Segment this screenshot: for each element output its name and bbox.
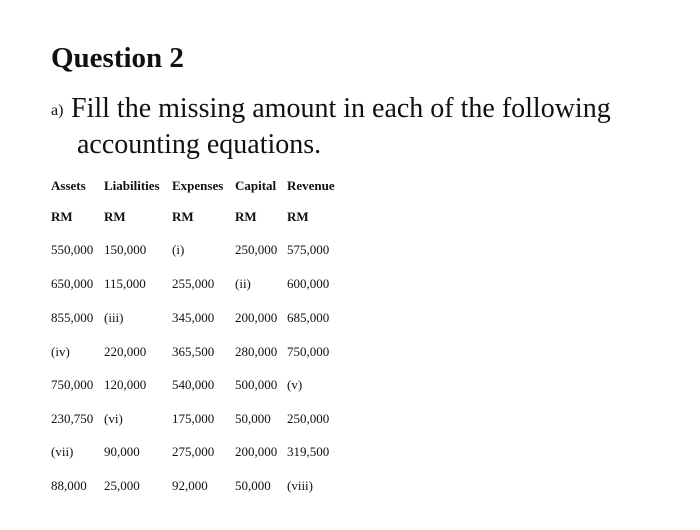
- unit-liabilities: RM: [104, 209, 126, 224]
- cell-expenses: 275,000: [172, 444, 215, 459]
- cell-expenses: 175,000: [172, 411, 215, 426]
- cell-liabilities: (vi): [104, 411, 123, 426]
- cell-revenue: (viii): [287, 478, 313, 493]
- question-text: [71, 91, 691, 163]
- cell-liabilities: 115,000: [104, 276, 146, 291]
- cell-liabilities: (iii): [104, 310, 124, 325]
- unit-assets: RM: [51, 209, 73, 224]
- cell-liabilities: 120,000: [104, 377, 147, 392]
- unit-revenue: RM: [287, 209, 309, 224]
- cell-capital: (ii): [235, 276, 251, 291]
- unit-capital: RM: [235, 209, 257, 224]
- cell-revenue: 600,000: [287, 276, 330, 291]
- cell-expenses: 92,000: [172, 478, 208, 493]
- header-capital: Capital: [235, 178, 277, 193]
- cell-revenue: 750,000: [287, 344, 330, 359]
- cell-revenue: 685,000: [287, 310, 330, 325]
- cell-expenses: (i): [172, 242, 185, 257]
- cell-revenue: (v): [287, 377, 303, 392]
- cell-capital: 280,000: [235, 344, 278, 359]
- cell-assets: 230,750: [51, 411, 94, 426]
- cell-expenses: 365,500: [172, 344, 215, 359]
- cell-assets: 855,000: [51, 310, 94, 325]
- cell-assets: (iv): [51, 344, 70, 359]
- cell-revenue: 250,000: [287, 411, 330, 426]
- header-assets: Assets: [51, 178, 86, 193]
- cell-revenue: 575,000: [287, 242, 330, 257]
- cell-assets: 88,000: [51, 478, 87, 493]
- cell-liabilities: 220,000: [104, 344, 147, 359]
- cell-liabilities: 25,000: [104, 478, 140, 493]
- cell-capital: 250,000: [235, 242, 278, 257]
- cell-assets: (vii): [51, 444, 74, 459]
- question-text-line-2: accounting equations.: [77, 129, 322, 160]
- question-part-label: a): [51, 102, 64, 119]
- cell-liabilities: 150,000: [104, 242, 147, 257]
- cell-expenses: 255,000: [172, 276, 215, 291]
- cell-assets: 750,000: [51, 377, 94, 392]
- cell-expenses: 540,000: [172, 377, 215, 392]
- header-revenue: Revenue: [287, 178, 335, 193]
- header-expenses: Expenses: [172, 178, 224, 193]
- question-title: Question 2: [51, 42, 184, 74]
- cell-revenue: 319,500: [287, 444, 330, 459]
- cell-capital: 50,000: [235, 411, 271, 426]
- cell-capital: 50,000: [235, 478, 271, 493]
- cell-expenses: 345,000: [172, 310, 215, 325]
- unit-expenses: RM: [172, 209, 194, 224]
- cell-capital: 500,000: [235, 377, 278, 392]
- cell-liabilities: 90,000: [104, 444, 140, 459]
- header-liabilities: Liabilities: [104, 178, 160, 193]
- cell-assets: 550,000: [51, 242, 94, 257]
- question-text-line-1: Fill the missing amount in each of the following: [71, 93, 611, 124]
- cell-capital: 200,000: [235, 310, 278, 325]
- cell-capital: 200,000: [235, 444, 278, 459]
- cell-assets: 650,000: [51, 276, 94, 291]
